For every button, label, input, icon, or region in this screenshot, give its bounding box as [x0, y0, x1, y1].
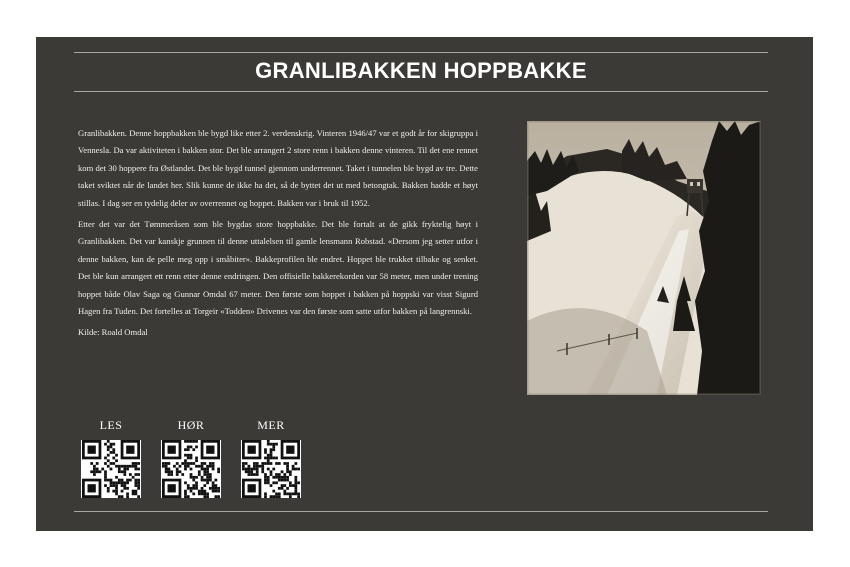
qr-label: MER [257, 418, 285, 432]
sign-title: GRANLIBAKKEN HOPPBAKKE [255, 58, 587, 83]
qr-code-icon [81, 440, 141, 498]
qr-les[interactable] [80, 417, 142, 498]
information-sign [36, 37, 813, 531]
qr-label: HØR [177, 418, 205, 432]
paragraph-history: Granlibakken. Denne hoppbakken ble bygd like etter 2. verdenskrig. Vinteren 1946/47 var et godt år for skigruppa i Vennesla. Da var aktiviteten i bakken stor. Det ble arrangert 2 store renn i bakken denne vinteren. Til det ene rennet kom det 30 hoppere fra Østlandet. Det ble bygd tunnel gjennom underrennet. Taket i tunnelen ble bygd av tre. Dette taket sviktet når de landet her. Slik kunne de ikke ha det, så de byttet det ut med betongtak. Bakken hadde et høyt stillas. I dag ser en tydelig deler av overrennet og hoppet. Bakken var i bruk til 1952. [78, 128, 478, 208]
title-divider [74, 91, 768, 92]
qr-code-icon [161, 440, 221, 498]
qr-hor[interactable] [160, 417, 222, 498]
qr-label: LES [99, 418, 123, 432]
qr-code-group [80, 417, 320, 502]
source-credit: Kilde: Roald Omdal [78, 327, 148, 338]
paragraph-later-years: Etter det var det Tømmeråsen som ble bygdas store hoppbakke. Det ble fortalt at de gikk fryktelig høyt i Granlibakken. Det var kanskje grunnen til denne uttalelsen til gamle lensmann Robstad. «Dersom jeg setter utfor i denne bakken, kan de pelle meg opp i småbiter». Bakkeprofilen ble endret. Hoppet ble trukket tilbake og senket. Det ble kun arrangert ett renn etter denne endringen. Den offisielle bakkerekorden var 58 meter, men under trening hoppet både Olav Saga og Gunnar Omdal 67 meter. Den første som hoppet i bakken på hoppski var visst Sigurd Hagen fra Tuden. Det fortelles at Torgeir «Todden» Drivenes var den første som satte utfor bakken på langrennski. [78, 219, 478, 317]
bottom-divider [74, 511, 768, 512]
qr-code-icon [241, 440, 301, 498]
top-divider [74, 52, 768, 53]
sign-body-text [78, 125, 478, 346]
historic-ski-jump-photo [527, 121, 761, 395]
qr-mer[interactable] [240, 417, 302, 498]
